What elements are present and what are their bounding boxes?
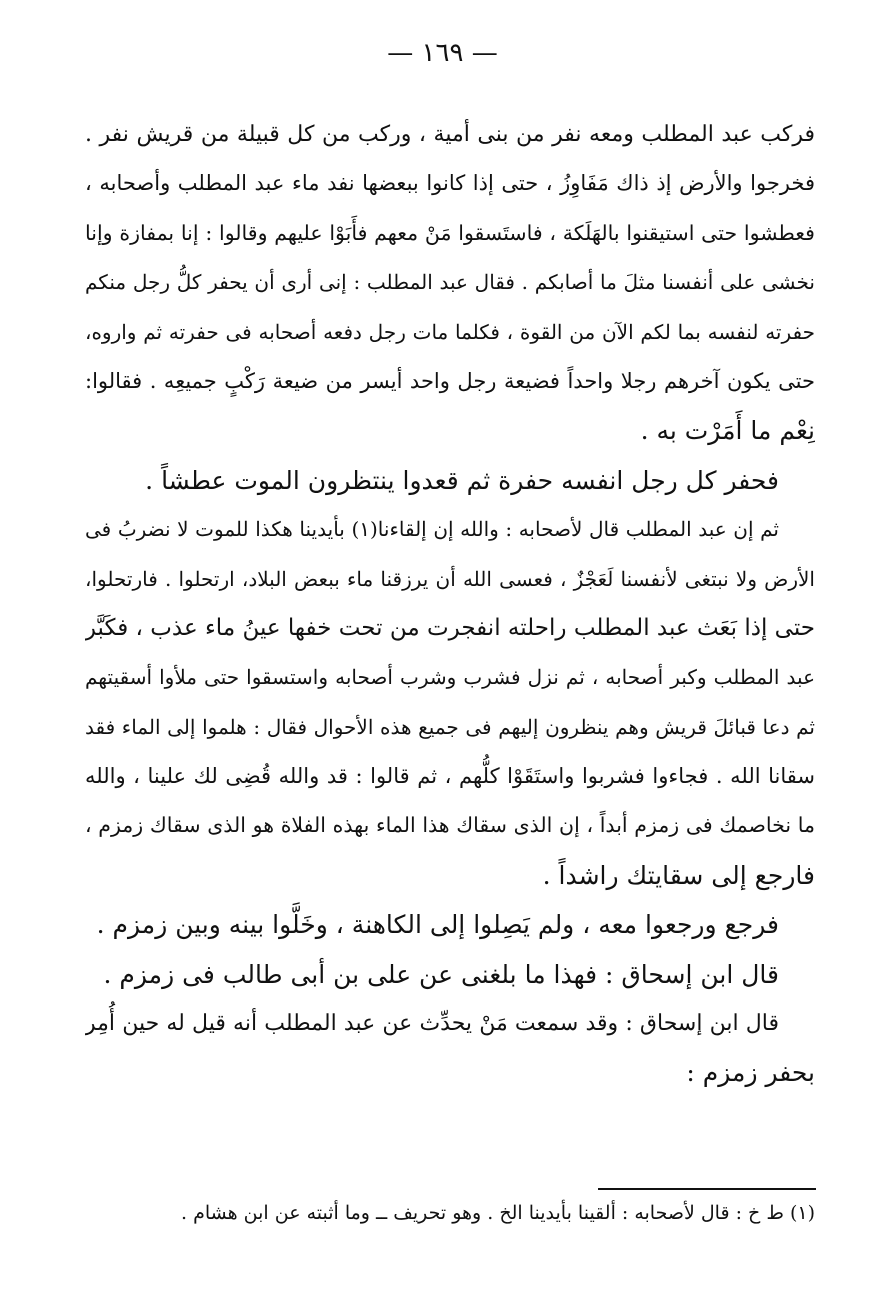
text-line: عبد المطلب وكبر أصحابه ، ثم نزل فشرب وشرب أصحابه واستسقوا حتى ملأوا أسقيتهم	[85, 665, 815, 690]
text-line: ما نخاصمك فى زمزم أبداً ، إن الذى سقاك هذا الماء بهذه الفلاة هو الذى سقاك زمزم ،	[85, 813, 815, 838]
text-line: الأرض ولا نبتغى لأنفسنا لَعَجْزٌ ، فعسى الله أن يرزقنا ماء ببعض البلاد، ارتحلوا . فارتحلوا،	[85, 566, 815, 591]
text-line: فارجع إلى سقايتك راشداً .	[542, 860, 815, 890]
text-line: نِعْم ما أَمَرْت به .	[640, 416, 815, 446]
text-line: حتى إذا بَعَث عبد المطلب راحلته انفجرت من تحت خفها عينُ ماء عذب ، فكَبَّر	[85, 614, 815, 641]
main-text	[85, 110, 815, 1098]
text-line: فرجع ورجعوا معه ، ولم يَصِلوا إلى الكاهنة ، وخَلَّوا بينه وبين زمزم .	[96, 910, 779, 940]
text-line: حفرته لنفسه بما لكم الآن من القوة ، فكلما مات رجل دفعه أصحابه فى حفرته ثم واروه،	[85, 319, 815, 344]
text-line: ثم دعا قبائلَ قريش وهم ينظرون إليهم فى جميع هذه الأحوال فقال : هلموا إلى الماء فقد	[85, 714, 815, 739]
footnote: (١) ط خ : قال لأصحابه : ألقينا بأيدينا الخ . وهو تحريف ــ وما أثبته عن ابن هشام .	[181, 1202, 815, 1224]
text-line: بحفر زمزم :	[686, 1058, 815, 1088]
text-line: فخرجوا والأرض إذ ذاك مَفَاوِزُ ، حتى إذا كانوا ببعضها نفد ماء عبد المطلب وأصحابه ،	[85, 171, 815, 196]
text-line: نخشى على أنفسنا مثلَ ما أصابكم . فقال عبد المطلب : إنى أرى أن يحفر كلُّ رجل منكم	[85, 270, 815, 295]
text-line: فحفر كل رجل انفسه حفرة ثم قعدوا ينتظرون الموت عطشاً .	[145, 465, 779, 495]
text-line: سقانا الله . فجاءوا فشربوا واستَقَوْا كلُّهم ، ثم قالوا : قد والله قُضِى لك علينا ، والله	[85, 764, 815, 789]
text-line: حتى يكون آخرهم رجلا واحداً فضيعة رجل واحد أيسر من ضيعة رَكْبٍ جميعِه . فقالوا:	[85, 368, 815, 393]
footnote-divider	[598, 1188, 816, 1190]
text-line: قال ابن إسحاق : فهذا ما بلغنى عن على بن أبى طالب فى زمزم .	[103, 959, 779, 989]
text-line: فركب عبد المطلب ومعه نفر من بنى أمية ، وركب من كل قبيلة من قريش نفر .	[85, 122, 815, 147]
text-line: فعطشوا حتى استيقنوا بالهَلَكة ، فاستَسقوا مَنْ معهم فأَبَوْا عليهم وقالوا : إنا بمفازة وإنا	[85, 220, 815, 245]
text-line: ثم إن عبد المطلب قال لأصحابه : والله إن إلقاءنا(١) بأيدينا هكذا للموت لا نضربُ فى	[85, 517, 779, 542]
text-line: قال ابن إسحاق : وقد سمعت مَنْ يحدِّث عن عبد المطلب أنه قيل له حين أُمِر	[85, 1011, 779, 1037]
page-number: — ١٦٩ —	[387, 38, 498, 68]
